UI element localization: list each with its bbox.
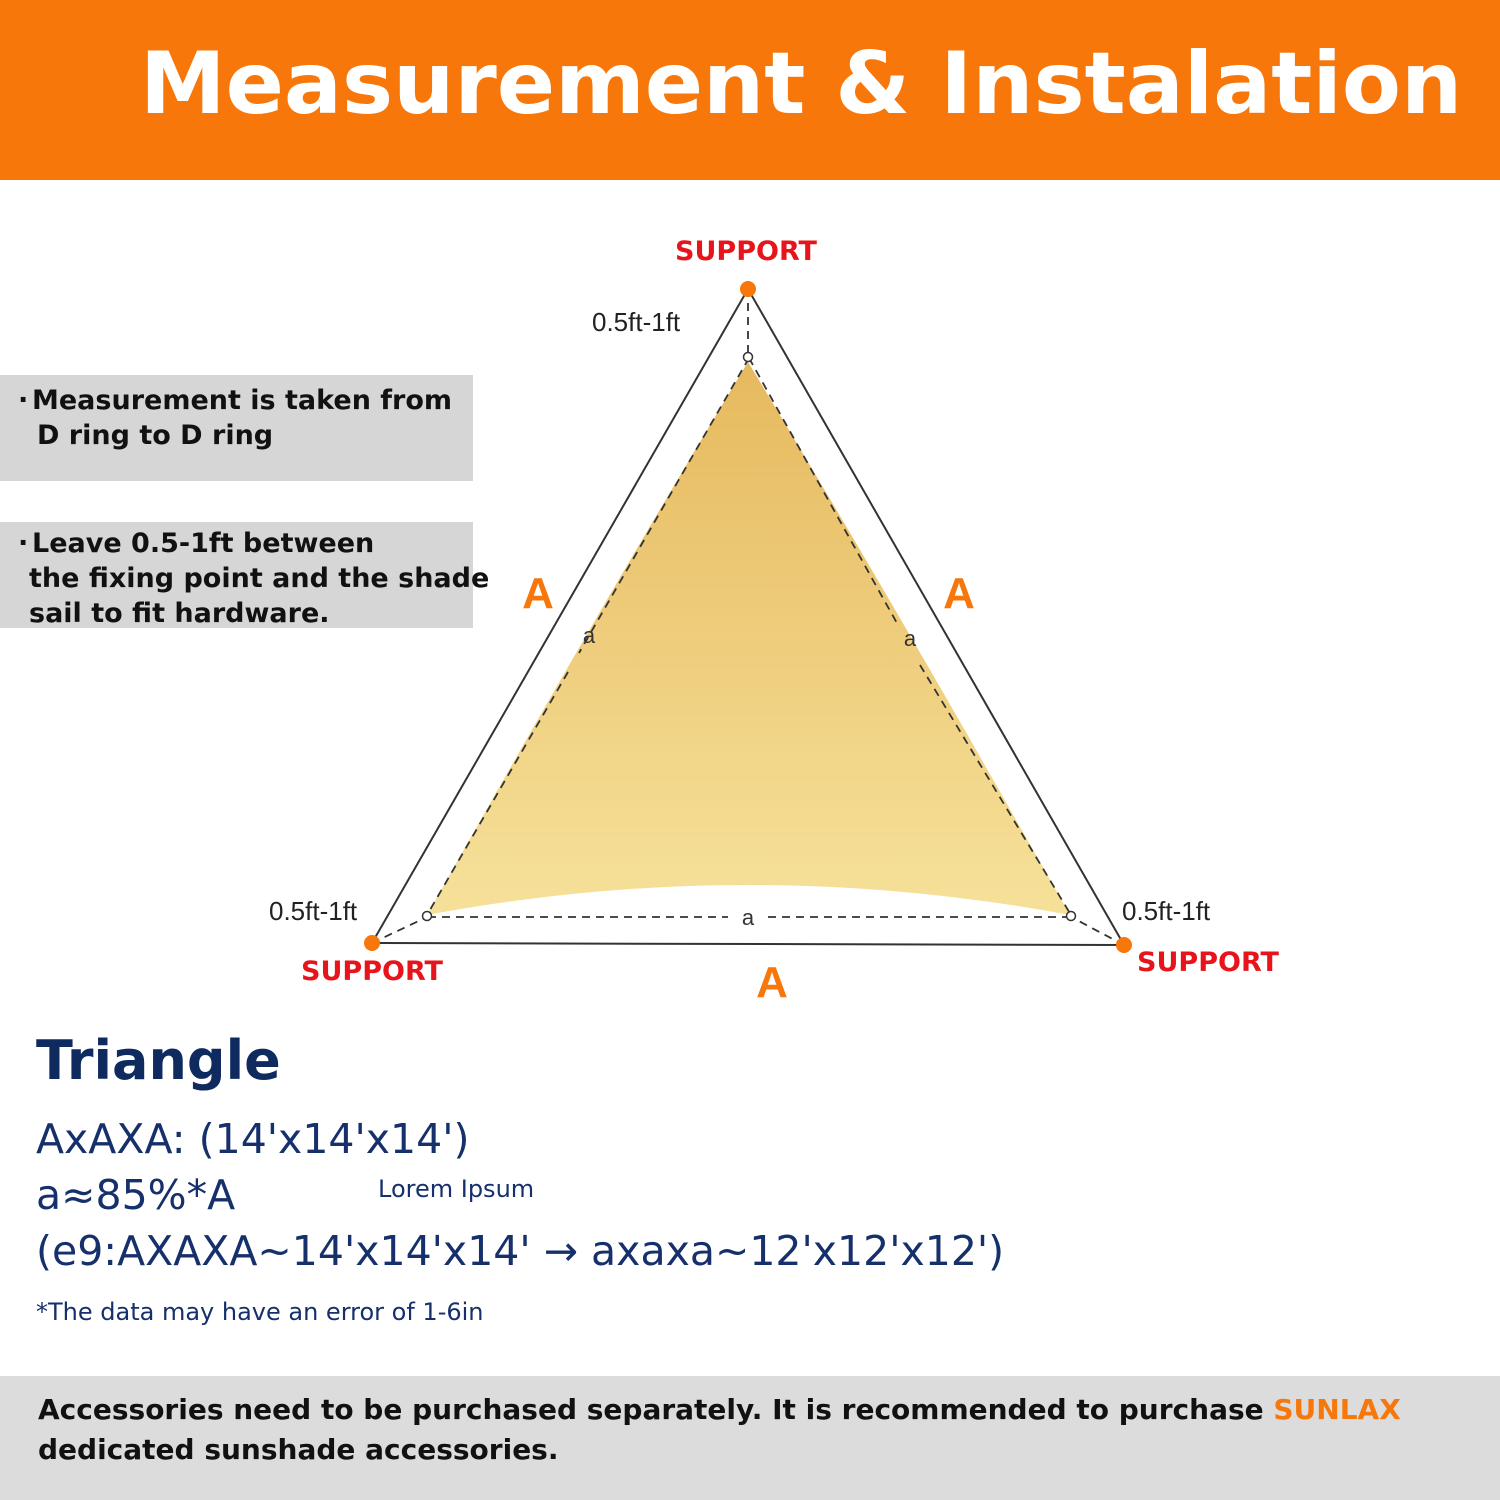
support-label-right: SUPPORT [1137, 947, 1279, 978]
d-ring-icon [423, 912, 432, 921]
dimensions-text: AxAXA: (14'x14'x14') [36, 1115, 470, 1163]
gap-label-top: 0.5ft-1ft [592, 307, 681, 337]
bullet: · [18, 385, 29, 416]
side-label-right: A [943, 569, 975, 618]
support-point-icon [364, 935, 380, 951]
example-text: (e9:AXAXA~14'x14'x14' → axaxa~12'x12'x12') [36, 1227, 1005, 1275]
lorem-text: Lorem Ipsum [378, 1175, 535, 1203]
note-line: the fixing point and the shade [29, 563, 490, 594]
bullet: · [18, 528, 29, 559]
shape-title: Triangle [36, 1029, 281, 1092]
page-title: Measurement & Instalation [140, 34, 1463, 134]
support-point-icon [740, 281, 756, 297]
inner-side-label-bottom: a [741, 905, 755, 930]
accessories-text: Accessories need to be purchased separately. It is recommended to purchase [38, 1393, 1274, 1426]
support-label-top: SUPPORT [675, 236, 817, 267]
gap-label-right: 0.5ft-1ft [1122, 896, 1211, 926]
note-line: sail to fit hardware. [29, 598, 330, 629]
ratio-text: a≈85%*A [36, 1171, 236, 1219]
note-line: Measurement is taken from [32, 385, 453, 416]
accessories-note [38, 1390, 1478, 1470]
d-ring-icon [1067, 912, 1076, 921]
inner-side-label-right: a [903, 626, 917, 651]
support-point-icon [1116, 937, 1132, 953]
brand-name: SUNLAX [1273, 1393, 1401, 1426]
side-label-left: A [522, 569, 554, 618]
gap-label-left: 0.5ft-1ft [269, 896, 358, 926]
error-footnote: *The data may have an error of 1-6in [36, 1298, 484, 1326]
inner-side-label-left: a [582, 623, 596, 648]
side-label-bottom: A [756, 958, 788, 1007]
accessories-text-end: dedicated sunshade accessories. [38, 1433, 559, 1466]
support-label-left: SUPPORT [301, 956, 443, 987]
note-line: Leave 0.5-1ft between [32, 528, 375, 559]
shade-sail [427, 362, 1070, 915]
d-ring-icon [744, 353, 753, 362]
note-line: D ring to D ring [37, 420, 274, 451]
